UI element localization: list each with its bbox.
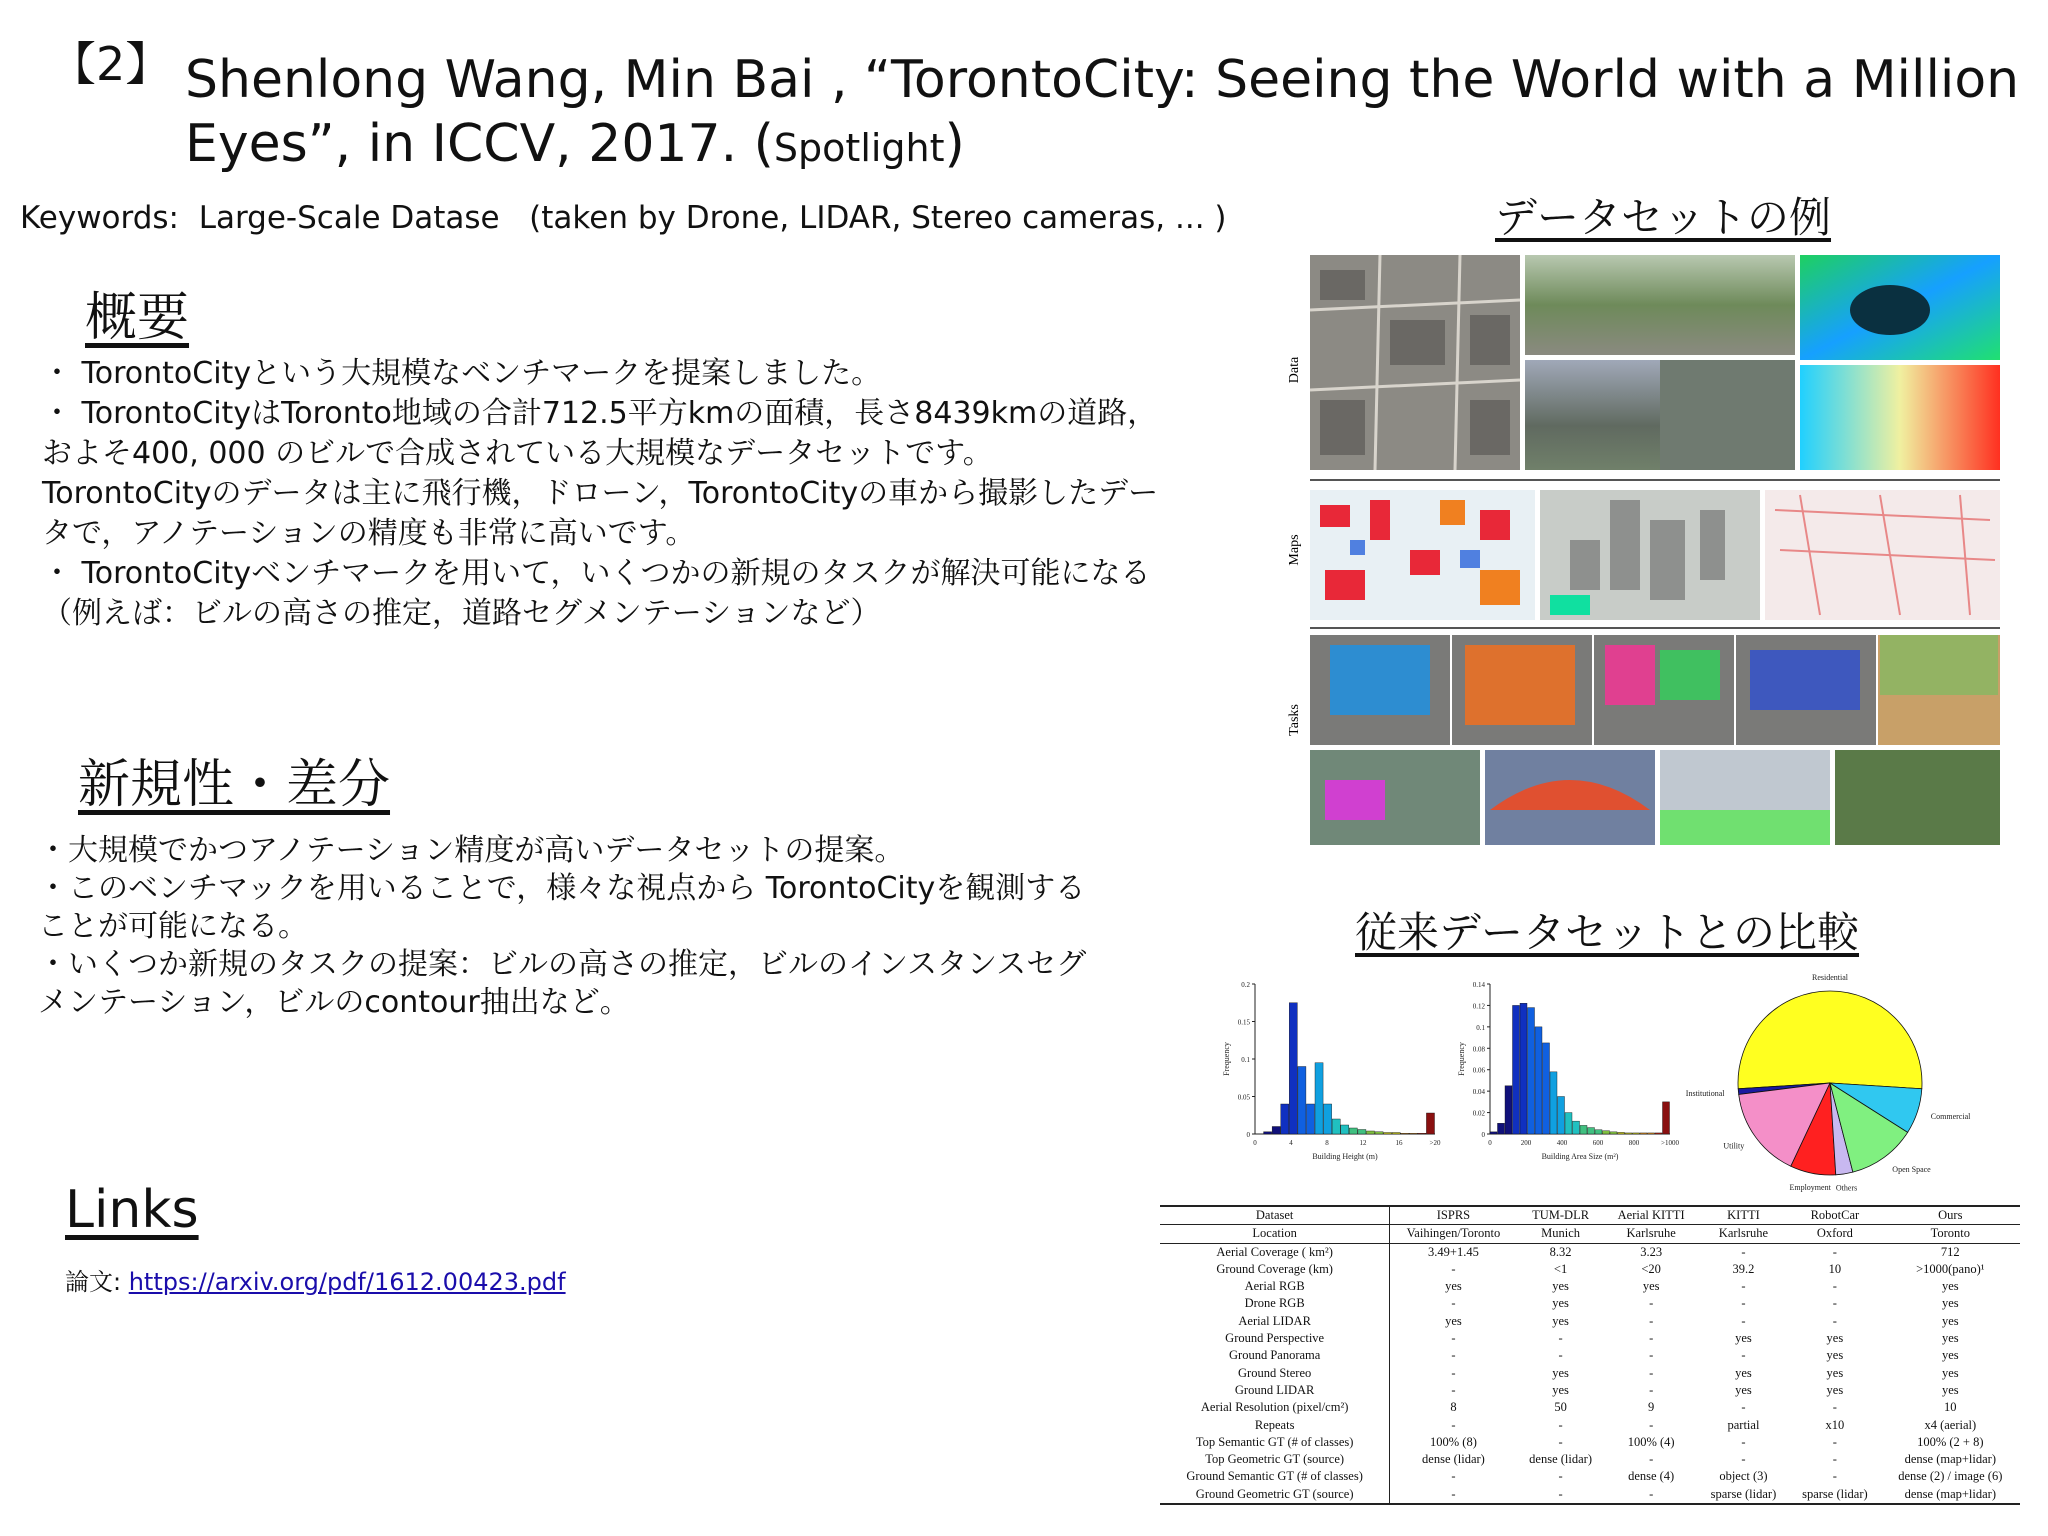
novelty-line: ・このベンチマックを用いることで，様々な視点から TorontoCityを観測することが可能になる。: [38, 871, 1086, 944]
table-cell: Top Geometric GT (source): [1160, 1451, 1390, 1468]
histogram-bar: [1401, 1133, 1409, 1134]
comparison-table: [1160, 1205, 2020, 1505]
histogram-bar: [1315, 1063, 1323, 1134]
title-close-paren: ): [944, 114, 965, 174]
histogram-bar: [1595, 1130, 1602, 1134]
table-cell: -: [1741, 1279, 1746, 1294]
table-row: [1160, 1261, 2020, 1278]
table-cell: -: [1649, 1331, 1654, 1346]
pie-label: Commercial: [1930, 1111, 1971, 1121]
table-cell: <20: [1641, 1261, 1661, 1276]
y-tick-label: 0.14: [1472, 981, 1485, 989]
table-row: [1160, 1225, 2020, 1243]
table-cell: x4 (aerial): [1924, 1417, 1977, 1432]
table-cell: -: [1649, 1452, 1654, 1467]
histogram-bar: [1498, 1123, 1505, 1134]
table-cell: Drone RGB: [1160, 1295, 1390, 1312]
paper-link-row: [65, 1262, 566, 1297]
table-cell: x10: [1825, 1417, 1845, 1432]
figure2-caption: 従来データセットとの比較: [1355, 908, 1860, 957]
table-cell: -: [1832, 1313, 1837, 1328]
land-use-pie: [1680, 973, 2020, 1193]
table-cell: yes: [1445, 1279, 1462, 1294]
histogram-bar: [1490, 1132, 1497, 1134]
table-cell: -: [1451, 1469, 1456, 1484]
slide-number: 【2】: [50, 37, 172, 91]
table-cell: Top Semantic GT (# of classes): [1160, 1434, 1390, 1451]
table-cell: yes: [1552, 1313, 1569, 1328]
table-row: [1160, 1278, 2020, 1295]
table-row: [1160, 1486, 2020, 1504]
pie-label: Institutional: [1685, 1088, 1725, 1098]
table-cell: dense (4): [1628, 1469, 1675, 1484]
height-histogram: [1215, 972, 1465, 1187]
table-cell: -: [1649, 1417, 1654, 1432]
x-tick-label: 200: [1520, 1139, 1532, 1147]
histogram-bar: [1392, 1133, 1400, 1135]
x-axis-label: Building Height (m): [1312, 1152, 1378, 1161]
table-cell: -: [1832, 1244, 1837, 1259]
histogram-bar: [1610, 1132, 1617, 1134]
table-cell: yes: [1552, 1365, 1569, 1380]
links-heading: Links: [65, 1180, 199, 1240]
histogram-bar: [1663, 1102, 1670, 1134]
x-tick-label: 800: [1628, 1139, 1640, 1147]
table-cell: -: [1451, 1348, 1456, 1363]
y-tick-label: 0.1: [1476, 1023, 1485, 1032]
histogram-bar: [1535, 1027, 1542, 1134]
y-tick-label: 0: [1246, 1131, 1250, 1139]
table-cell: Oxford: [1789, 1225, 1880, 1243]
data-row-images: [1310, 255, 2000, 470]
table-cell: -: [1451, 1365, 1456, 1380]
histogram-bar: [1640, 1133, 1647, 1134]
table-cell: Ground Panorama: [1160, 1347, 1390, 1364]
x-tick-label: 0: [1253, 1139, 1257, 1147]
overview-heading: 概要: [85, 288, 190, 348]
pie-label: Utility: [1723, 1141, 1745, 1151]
table-cell: yes: [1552, 1382, 1569, 1397]
table-row: [1160, 1434, 2020, 1451]
histogram-bar: [1520, 1003, 1527, 1134]
histogram-bar: [1648, 1133, 1655, 1134]
table-cell: yes: [1735, 1331, 1752, 1346]
x-tick-label: 8: [1325, 1139, 1329, 1147]
table-cell: 8.32: [1549, 1244, 1572, 1259]
column-header: Ours: [1881, 1206, 2020, 1225]
table-cell: -: [1558, 1469, 1563, 1484]
histogram-bar: [1625, 1133, 1632, 1134]
row-label-tasks: Tasks: [1287, 704, 1302, 736]
histogram-bar: [1358, 1130, 1366, 1135]
table-cell: -: [1558, 1348, 1563, 1363]
histogram-bar: [1298, 1067, 1306, 1135]
table-row: [1160, 1451, 2020, 1468]
y-tick-label: 0.15: [1237, 1018, 1250, 1027]
table-cell: -: [1741, 1296, 1746, 1311]
column-header: TUM-DLR: [1517, 1206, 1605, 1225]
table-cell: 712: [1940, 1244, 1960, 1259]
histogram-bar: [1306, 1104, 1314, 1134]
table-row: [1160, 1365, 2020, 1382]
table-cell: -: [1451, 1331, 1456, 1346]
table-cell: -: [1741, 1400, 1746, 1415]
table-cell: Location: [1160, 1225, 1390, 1243]
tasks-row-images: [1310, 628, 2000, 845]
histogram-bar: [1272, 1127, 1280, 1135]
pie-label: Open Space: [1892, 1164, 1931, 1174]
pie-label: Residential: [1812, 973, 1848, 982]
table-cell: yes: [1941, 1296, 1959, 1311]
figure1-caption: データセットの例: [1495, 193, 1832, 242]
table-cell: yes: [1552, 1296, 1569, 1311]
histogram-bar: [1655, 1133, 1662, 1134]
histogram-bar: [1603, 1131, 1610, 1134]
table-cell: 3.23: [1640, 1244, 1663, 1259]
overview-line: ・ TorontoCityはToronto地域の合計712.5平方kmの面積，長さ8439kmの道路，およそ400, 000 のビルで合成されている大規模なデータセットです。TorontoCityのデータは主に飛行機，ドローン，TorontoCityの車から撮影したデータで，アノテーションの精度も非常に高いです。: [42, 396, 1159, 551]
table-cell: -: [1741, 1434, 1746, 1449]
table-row: [1160, 1313, 2020, 1330]
table-row: [1160, 1468, 2020, 1485]
table-cell: yes: [1735, 1365, 1752, 1380]
table-cell: -: [1649, 1382, 1654, 1397]
y-tick-label: 0.1: [1241, 1056, 1250, 1064]
x-tick-label: 400: [1556, 1139, 1568, 1147]
table-cell: -: [1741, 1313, 1746, 1328]
table-cell: Repeats: [1160, 1417, 1390, 1434]
y-tick-label: 0.08: [1472, 1045, 1485, 1054]
table-cell: -: [1832, 1434, 1837, 1449]
table-cell: -: [1390, 1486, 1517, 1504]
table-row: [1160, 1382, 2020, 1399]
histogram-bar: [1543, 1043, 1550, 1134]
table-cell: -: [1649, 1365, 1654, 1380]
histogram-bar: [1558, 1097, 1565, 1135]
table-cell: Ground LIDAR: [1160, 1382, 1390, 1399]
table-row: [1160, 1347, 2020, 1364]
table-cell: >1000(pano)¹: [1916, 1261, 1985, 1276]
histogram-bar: [1513, 1005, 1520, 1134]
x-tick-label: 0: [1488, 1139, 1492, 1147]
histogram-bar: [1409, 1133, 1417, 1134]
y-tick-label: 0.05: [1237, 1093, 1250, 1102]
table-cell: 39.2: [1732, 1261, 1755, 1276]
histogram-bar: [1289, 1003, 1297, 1134]
table-cell: <1: [1553, 1261, 1568, 1276]
area-histogram: [1450, 972, 1700, 1187]
table-cell: -: [1741, 1452, 1746, 1467]
table-row: [1160, 1243, 2020, 1261]
paper-link[interactable]: https://arxiv.org/pdf/1612.00423.pdf: [128, 1268, 566, 1296]
table-cell: -: [1832, 1279, 1837, 1294]
table-cell: -: [1741, 1348, 1746, 1363]
histogram-bar: [1580, 1125, 1587, 1134]
histogram-bar: [1588, 1128, 1595, 1134]
histogram-bar: [1341, 1125, 1349, 1134]
comparison-table-wrap: [1160, 1205, 2020, 1505]
table-cell: 50: [1554, 1400, 1567, 1415]
novelty-body: [38, 832, 1088, 1022]
table-cell: 10: [1944, 1400, 1957, 1415]
table-cell: yes: [1826, 1365, 1844, 1380]
table-header-row: [1160, 1206, 2020, 1225]
column-header: Dataset: [1160, 1206, 1390, 1225]
x-tick-label: 16: [1395, 1139, 1403, 1147]
x-tick-label: 600: [1592, 1139, 1604, 1147]
table-cell: Vaihingen/Toronto: [1390, 1225, 1517, 1243]
table-cell: yes: [1941, 1279, 1959, 1294]
y-tick-label: 0.06: [1472, 1066, 1485, 1075]
x-tick-label: 12: [1359, 1139, 1367, 1147]
table-cell: Aerial RGB: [1160, 1278, 1390, 1295]
table-cell: dense (lidar): [1529, 1452, 1592, 1467]
novelty-heading: 新規性・差分: [78, 755, 391, 815]
histogram-bar: [1264, 1132, 1272, 1134]
column-header: Aerial KITTI: [1605, 1206, 1698, 1225]
table-cell: Karlsruhe: [1698, 1225, 1789, 1243]
column-header: RobotCar: [1789, 1206, 1880, 1225]
overview-line: ・ TorontoCityという大規模なベンチマークを提案しました。: [42, 356, 882, 391]
column-header: KITTI: [1698, 1206, 1789, 1225]
histogram-bar: [1324, 1104, 1332, 1134]
table-row: [1160, 1330, 2020, 1347]
table-cell: -: [1558, 1331, 1563, 1346]
paper-title: [185, 48, 2025, 180]
table-cell: Ground Perspective: [1160, 1330, 1390, 1347]
table-cell: yes: [1941, 1313, 1959, 1328]
table-cell: Aerial LIDAR: [1160, 1313, 1390, 1330]
table-cell: yes: [1642, 1279, 1660, 1294]
pie-label: Employment: [1789, 1183, 1831, 1193]
histogram-bar: [1384, 1133, 1392, 1135]
table-cell: -: [1649, 1313, 1654, 1328]
novelty-line: ・大規模でかつアノテーション精度が高いデータセットの提案。: [38, 833, 905, 868]
histogram-bar: [1618, 1132, 1625, 1134]
y-tick-label: 0.04: [1472, 1088, 1485, 1097]
histogram-bar: [1528, 1008, 1535, 1134]
table-cell: object (3): [1719, 1469, 1768, 1484]
table-cell: yes: [1941, 1331, 1959, 1346]
table-cell: yes: [1826, 1348, 1844, 1363]
table-cell: 100% (2 + 8): [1917, 1434, 1984, 1449]
table-cell: dense (lidar): [1422, 1452, 1485, 1467]
novelty-line: ・いくつか新規のタスクの提案：ビルの高さの推定，ビルのインスタンスセグメンテーション，ビルのcontour抽出など。: [38, 947, 1087, 1020]
table-cell: Munich: [1517, 1225, 1605, 1243]
table-cell: Toronto: [1881, 1225, 2020, 1243]
table-cell: -: [1558, 1417, 1563, 1432]
table-cell: partial: [1727, 1417, 1760, 1432]
overview-body: [42, 354, 1162, 634]
table-cell: Ground Geometric GT (source): [1160, 1486, 1390, 1504]
table-row: [1160, 1399, 2020, 1416]
table-cell: sparse (lidar): [1698, 1486, 1789, 1504]
table-cell: dense (2) / image (6): [1898, 1469, 2003, 1484]
table-cell: -: [1517, 1486, 1605, 1504]
x-tick-label: >1000: [1661, 1139, 1679, 1147]
table-cell: -: [1649, 1296, 1654, 1311]
table-cell: -: [1451, 1296, 1456, 1311]
histogram-bar: [1633, 1133, 1640, 1134]
row-label-data: Data: [1287, 356, 1302, 384]
histogram-bar: [1366, 1131, 1374, 1134]
table-cell: -: [1741, 1244, 1746, 1259]
paper-link-label: 論文:: [65, 1268, 129, 1296]
histogram-bar: [1281, 1104, 1289, 1134]
table-cell: 100% (8): [1430, 1434, 1477, 1449]
table-cell: -: [1832, 1452, 1837, 1467]
table-cell: -: [1832, 1400, 1837, 1415]
y-tick-label: 0: [1481, 1131, 1485, 1139]
table-cell: 10: [1828, 1261, 1842, 1276]
table-cell: 3.49+1.45: [1428, 1244, 1479, 1259]
table-row: [1160, 1417, 2020, 1434]
table-cell: -: [1605, 1486, 1698, 1504]
histogram-bar: [1349, 1128, 1357, 1134]
table-cell: 100% (4): [1627, 1434, 1675, 1449]
table-row: [1160, 1295, 2020, 1312]
table-cell: -: [1451, 1382, 1456, 1397]
histogram-bar: [1505, 1086, 1512, 1134]
table-cell: yes: [1735, 1382, 1752, 1397]
table-cell: yes: [1941, 1382, 1959, 1397]
table-cell: -: [1832, 1296, 1837, 1311]
spotlight-label: Spotlight: [773, 126, 945, 170]
table-cell: dense (map+lidar): [1904, 1452, 1996, 1467]
table-cell: yes: [1826, 1382, 1844, 1397]
table-cell: yes: [1552, 1279, 1569, 1294]
column-header: ISPRS: [1390, 1206, 1517, 1225]
y-tick-label: 0.2: [1241, 981, 1250, 989]
table-cell: -: [1558, 1434, 1563, 1449]
table-cell: Ground Stereo: [1160, 1365, 1390, 1382]
table-cell: 8: [1450, 1400, 1457, 1415]
row-label-maps: Maps: [1287, 534, 1302, 566]
table-cell: 9: [1648, 1400, 1655, 1415]
histogram-bar: [1573, 1121, 1580, 1134]
table-cell: dense (map+lidar): [1881, 1486, 2020, 1504]
table-cell: -: [1451, 1417, 1456, 1432]
table-cell: Karlsruhe: [1605, 1225, 1698, 1243]
histogram-bar: [1550, 1072, 1557, 1134]
table-cell: yes: [1445, 1313, 1462, 1328]
table-cell: Ground Coverage (km): [1160, 1261, 1390, 1278]
maps-row-images: [1310, 480, 2000, 620]
table-cell: sparse (lidar): [1789, 1486, 1880, 1504]
pie-label: Others: [1835, 1183, 1858, 1193]
table-cell: Aerial Resolution (pixel/cm²): [1160, 1399, 1390, 1416]
histogram-bar: [1418, 1133, 1426, 1134]
dataset-example-figure: [1280, 250, 2010, 850]
histogram-bar: [1375, 1132, 1383, 1134]
histogram-bar: [1332, 1119, 1340, 1134]
y-axis-label: Frequency: [1222, 1042, 1231, 1076]
overview-line: ・ TorontoCityベンチマークを用いて，いくつかの新規のタスクが解決可能になる（例えば：ビルの高さの推定，道路セグメンテーションなど）: [42, 556, 1151, 631]
histogram-bar: [1426, 1113, 1434, 1134]
table-cell: Aerial Coverage ( km²): [1160, 1243, 1390, 1261]
histogram-bar: [1565, 1113, 1572, 1134]
x-axis-label: Building Area Size (m²): [1541, 1152, 1619, 1161]
table-cell: -: [1649, 1348, 1654, 1363]
title-text: Shenlong Wang, Min Bai , “TorontoCity: Seeing the World with a Million Eyes”, in ICCV, 2017. (: [185, 50, 2020, 174]
table-cell: -: [1832, 1469, 1837, 1484]
table-cell: yes: [1941, 1365, 1959, 1380]
table-cell: yes: [1941, 1348, 1959, 1363]
keywords: Keywords: Large-Scale Datase (taken by Drone, LIDAR, Stereo cameras, ... ): [20, 200, 1227, 236]
x-tick-label: >20: [1429, 1139, 1441, 1147]
table-cell: yes: [1826, 1331, 1844, 1346]
pie-slice: [1738, 991, 1922, 1089]
x-tick-label: 4: [1289, 1139, 1293, 1147]
y-tick-label: 0.02: [1472, 1109, 1485, 1118]
table-cell: Ground Semantic GT (# of classes): [1160, 1468, 1390, 1485]
y-tick-label: 0.12: [1472, 1002, 1485, 1011]
y-axis-label: Frequency: [1457, 1042, 1466, 1076]
table-cell: -: [1451, 1261, 1456, 1276]
